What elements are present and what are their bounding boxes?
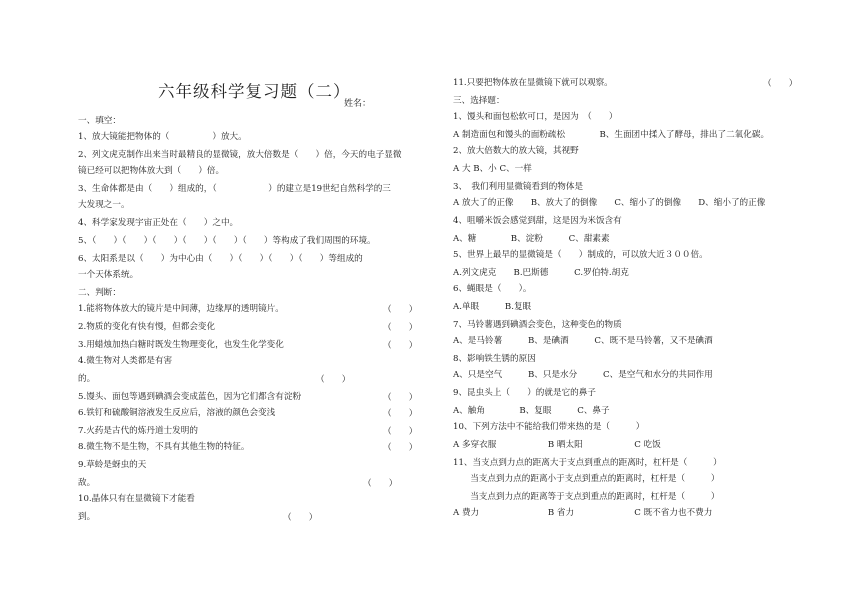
choice-line: A 多穿衣服 B 晒太阳 C 吃饭	[453, 440, 661, 450]
fill-line: 一个天体系统。	[78, 270, 139, 280]
choice-line: A 大 B、小 C、一样	[453, 164, 532, 174]
choice-line: 1、馒头和面包松软可口，是因为 （ ）	[453, 112, 618, 122]
judge-item: 6.铁钉和硫酸铜溶液发生反应后，溶液的颜色会变浅	[78, 408, 276, 418]
judge-item: 8.微生物不是生物，不具有其他生物的特征。	[78, 442, 250, 452]
choice-line: A 放大了的正像 B、放大了的倒像 C、缩小了的倒像 D、缩小了的正像	[453, 198, 766, 208]
answer-blank: （ ）	[283, 513, 318, 523]
choice-section-heading: 三、选择题：	[453, 96, 505, 106]
choice-line: A、糖 B、淀粉 C、甜素素	[453, 234, 610, 244]
judge-section-heading: 二、判断：	[78, 288, 121, 298]
answer-blank: （ ）	[383, 427, 418, 437]
fill-line: 3、生命体都是由（ ）组成的，（ ）的建立是19世纪自然科学的三	[78, 184, 391, 194]
judge-item: 敌。	[78, 478, 96, 488]
answer-blank: （ ）	[763, 79, 798, 89]
choice-line: 当支点到力点的距离小于支点到重点的距离时，杠杆是（ ）	[453, 474, 720, 484]
choice-line: A 费力 B 省力 C 既不省力也不费力	[453, 508, 713, 518]
answer-blank: （ ）	[363, 479, 398, 489]
judge-item: 11.只要把物体放在显微镜下就可以观察。	[453, 78, 613, 88]
fill-line: 镜已经可以把物体放大到（ ）倍。	[78, 166, 225, 176]
answer-blank: （ ）	[383, 341, 418, 351]
judge-item: 10.晶体只有在显微镜下才能看	[78, 494, 195, 504]
choice-line: 8、影响铁生锈的原因	[453, 354, 536, 364]
judge-item: 1.能将物体放大的镜片是中间薄，边缘厚的透明镜片。	[78, 304, 284, 314]
choice-line: 2、放大倍数大的放大镜，其视野	[453, 146, 579, 156]
fill-line: 大发现之一。	[78, 200, 130, 210]
judge-item: 4.微生物对人类都是有害	[78, 356, 173, 366]
choice-line: 5、世界上最早的显微镜是（ ）制成的，可以放大近３００倍。	[453, 250, 708, 260]
choice-line: 11、当支点到力点的距离大于支点到重点的距离时，杠杆是（ ）	[453, 458, 722, 468]
judge-item: 5.馒头、面包等遇到碘酒会变成蓝色，因为它们都含有淀粉	[78, 392, 302, 402]
choice-line: 7、马铃薯遇到碘酒会变色，这种变色的物质	[453, 320, 622, 330]
choice-line: A 制造面包和馒头的面粉疏松 B、生面团中揉入了酵母，排出了二氧化碳。	[453, 130, 770, 140]
name-label: 姓名：	[344, 99, 372, 109]
answer-blank: （ ）	[383, 443, 418, 453]
choice-line: A.单眼 B.复眼	[453, 302, 532, 312]
fill-line: 6、太阳系是以（ ）为中心由（ ）（ ）（ ）（ ）等组成的	[78, 254, 363, 264]
choice-line: A、只是空气 B、只是水分 C、是空气和水分的共同作用	[453, 370, 713, 380]
fill-section-heading: 一、填空：	[78, 116, 121, 126]
judge-item: 9.草蛉是蚜虫的天	[78, 460, 147, 470]
judge-item: 2.物质的变化有快有慢，但都会变化	[78, 322, 216, 332]
choice-line: 9、昆虫头上（ ）的就是它的鼻子	[453, 388, 596, 398]
fill-line: 2、列文虎克制作出来当时最精良的显微镜，放大倍数是（ ）倍，今天的电子显微	[78, 150, 402, 160]
fill-line: 5、（ ）（ ）（ ）（ ）（ ）（ ）等构成了我们周围的环境。	[78, 236, 376, 246]
answer-blank: （ ）	[383, 393, 418, 403]
choice-line: 当支点到力点的距离等于支点到重点的距离时，杠杆是（ ）	[453, 492, 720, 502]
choice-line: 3、 我们利用显微镜看到的物体是	[453, 182, 584, 192]
answer-blank: （ ）	[383, 409, 418, 419]
answer-blank: （ ）	[383, 305, 418, 315]
judge-item: 到。	[78, 512, 96, 522]
choice-line: A、是马铃薯 B、是碘酒 C、既不是马铃薯，又不是碘酒	[453, 336, 713, 346]
fill-line: 4、科学家发现宇宙正处在（ ）之中。	[78, 218, 239, 228]
judge-item: 7.火药是古代的炼丹道士发明的	[78, 426, 198, 436]
choice-line: 6、蝇眼是（ ）。	[453, 284, 532, 294]
choice-line: 10、下列方法中不能给我们带来热的是（ ）	[453, 422, 645, 432]
choice-line: A.列文虎克 B.巴斯德 C.罗伯特.胡克	[453, 268, 629, 278]
choice-line: A、触角 B、复眼 C、鼻子	[453, 406, 610, 416]
answer-blank: （ ）	[383, 323, 418, 333]
page-title: 六年级科学复习题（二）	[158, 82, 351, 101]
answer-blank: （ ）	[316, 375, 351, 385]
choice-line: 4、咀嚼米饭会感觉到甜，这是因为米饭含有	[453, 216, 622, 226]
judge-item: 3.用蜡烛加热白糖时既发生物理变化，也发生化学变化	[78, 340, 284, 350]
fill-line: 1、放大镜能把物体的（ ）放大。	[78, 132, 247, 142]
judge-item: 的。	[78, 374, 96, 384]
